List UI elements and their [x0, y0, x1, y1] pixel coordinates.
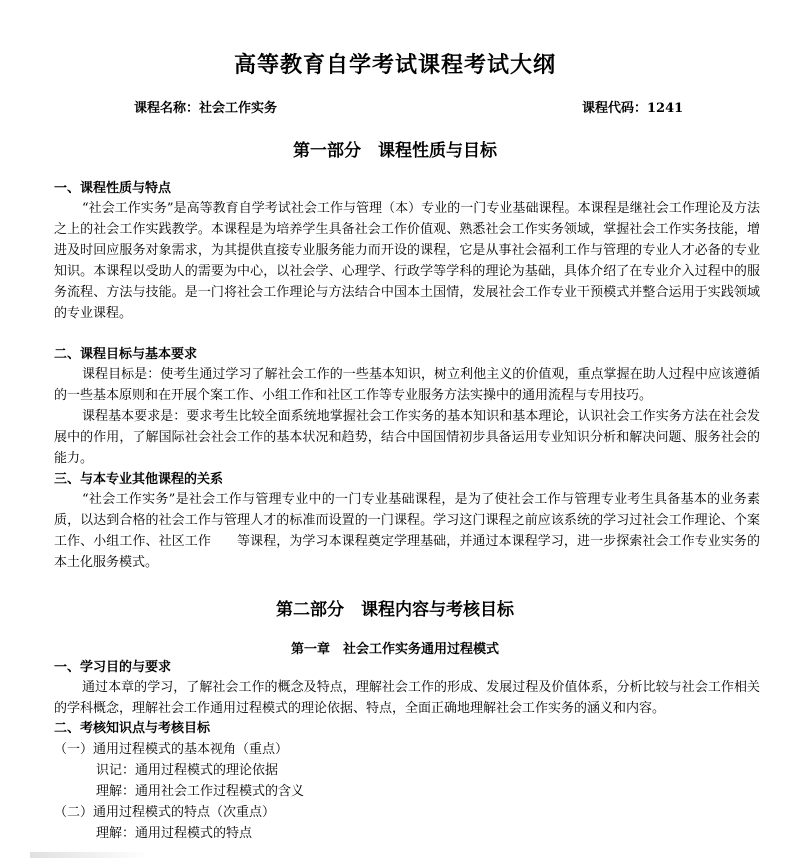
knowledge-point-1-understand: 理解：通用社会工作过程模式的含义: [96, 784, 305, 799]
course-name: 课程名称：社会工作实务: [134, 101, 278, 116]
part1-section2-heading: 二、课程目标与基本要求: [54, 347, 198, 362]
chapter1-section2-heading: 二、考核知识点与考核目标: [54, 721, 211, 736]
chapter1-section1-heading: 一、学习目的与要求: [54, 660, 172, 675]
document-title: 高等教育自学考试课程考试大纲: [233, 52, 556, 78]
chapter1-section1-paragraph: 通过本章的学习，了解社会工作的概念及特点，理解社会工作的形成、发展过程及价值体系，分析比较与社会工作相关的学科概念，理解社会工作通用过程模式的理论依据、特点，全面正确地理解社会工作实务的涵义和内容。: [54, 680, 760, 716]
knowledge-point-2: （二）通用过程模式的特点（次重点）: [54, 805, 276, 820]
part1-section1-heading: 一、课程性质与特点: [54, 181, 172, 196]
part1-section3-heading: 三、与本专业其他课程的关系: [54, 472, 224, 487]
scan-smudge: [30, 852, 150, 858]
part1-section2-paragraph2: 课程基本要求是：要求考生比较全面系统地掌握社会工作实务的基本知识和基本理论，认识社会工作实务方法在社会发展中的作用，了解国际社会社会工作的基本状况和趋势，结合中国国情初步具备运用专业知识分析和解决问题、服务社会的能力。: [54, 409, 760, 466]
part1-section2-paragraph1: 课程目标是：使考生通过学习了解社会工作的一些基本知识，树立利他主义的价值观，重点掌握在助人过程中应该遵循的一些基本原则和在开展个案工作、小组工作和社区工作等专业服务方法实操中的通用流程与专用技巧。: [54, 367, 760, 403]
course-code: 课程代码：1241: [582, 101, 684, 116]
part2-title: 第二部分 课程内容与考核目标: [276, 600, 514, 620]
knowledge-point-2-understand: 理解：通用过程模式的特点: [96, 826, 253, 841]
knowledge-point-1-recall: 识记：通用过程模式的理论依据: [96, 763, 279, 778]
part1-section3-paragraph: “社会工作实务”是社会工作与管理专业中的一门专业基础课程，是为了使社会工作与管理专业考生具备基本的业务素质，以达到合格的社会工作与管理人才的标准而设置的一门课程。学习这门课程之前应该系统的学习过社会工作理论、个案工作、小组工作、社区工作 等课程，为学习本课程奠定学理基础，并通过本课程学习，进一步探索社会工作专业实务的本土化服务模式。: [54, 492, 760, 570]
part1-section1-paragraph: “社会工作实务”是高等教育自学考试社会工作与管理（本）专业的一门专业基础课程。本课程是继社会工作理论及方法之上的社会工作实践教学。本课程是为培养学生具备社会工作价值观、熟悉社会工作实务领域，掌握社会工作实务技能，增进及时回应服务对象需求，为其提供直接专业服务能力而开设的课程，它是从事社会福利工作与管理的专业人才必备的专业知识。本课程以受助人的需要为中心，以社会学、心理学、行政学等学科的理论为基础，具体介绍了在专业介入过程中的服务流程、方法与技能。是一门将社会工作理论与方法结合中国本土国情，发展社会工作专业干预模式并整合运用于实践领域的专业课程。: [54, 201, 760, 321]
chapter1-title: 第一章 社会工作实务通用过程模式: [290, 642, 499, 657]
knowledge-point-1: （一）通用过程模式的基本视角（重点）: [54, 742, 289, 757]
part1-title: 第一部分 课程性质与目标: [293, 141, 497, 161]
